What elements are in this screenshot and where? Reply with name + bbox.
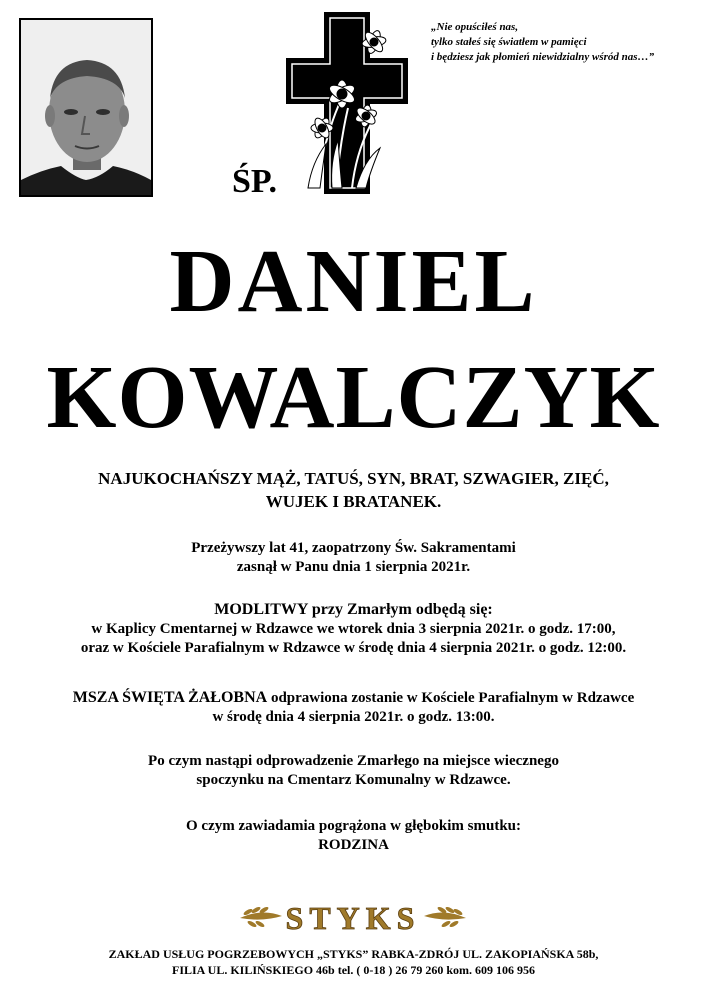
family-line: NAJUKOCHAŃSZY MĄŻ, TATUŚ, SYN, BRAT, SZWAGIER, ZIĘĆ, xyxy=(98,469,609,488)
death-line: zasnął w Panu dnia 1 sierpnia 2021r. xyxy=(236,559,471,575)
family-description xyxy=(0,467,707,513)
portrait-icon xyxy=(21,20,151,195)
mass-line-1 xyxy=(0,688,707,708)
mass-line-rest: odprawiona zostanie w Kościele Parafialnym w Rdzawce xyxy=(267,690,635,706)
signature-family: RODZINA xyxy=(318,837,389,853)
funeral-home-footer xyxy=(0,946,707,978)
portrait-photo xyxy=(19,18,153,197)
mass-notice xyxy=(0,688,707,727)
prayers-heading: MODLITWY przy Zmarłym odbędą się: xyxy=(214,601,493,618)
prayers-notice xyxy=(0,600,707,658)
memorial-quote xyxy=(431,20,654,65)
footer-line: ZAKŁAD USŁUG POGRZEBOWYCH „STYKS” RABKA-ZDRÓJ UL. ZAKOPIAŃSKA 58b, xyxy=(108,947,599,961)
closing-notice xyxy=(0,817,707,855)
footer-line: FILIA UL. KILIŃSKIEGO 46b tel. ( 0-18 ) 26 79 260 kom. 609 106 956 xyxy=(171,963,536,977)
logo-text: STYKS xyxy=(285,900,421,936)
death-notice xyxy=(0,539,707,577)
first-name: DANIEL xyxy=(169,232,538,331)
prayers-line: w Kaplicy Cmentarnej w Rdzawce we wtorek dnia 3 sierpnia 2021r. o godz. 17:00, xyxy=(91,621,616,637)
burial-notice xyxy=(0,752,707,790)
deceased-prefix: ŚP. xyxy=(232,163,278,200)
mass-label: MSZA ŚWIĘTA ŻAŁOBNA xyxy=(72,689,268,706)
family-line: WUJEK I BRATANEK. xyxy=(265,492,442,511)
laurel-icon xyxy=(424,906,466,928)
death-line: Przeżywszy lat 41, zaopatrzony Św. Sakramentami xyxy=(191,540,516,556)
quote-line: i będziesz jak płomień niewidzialny wśród nas…” xyxy=(431,51,655,63)
styks-logo xyxy=(0,898,707,938)
cross-with-lilies-icon xyxy=(286,12,408,194)
burial-line: spoczynku na Cmentarz Komunalny w Rdzawce. xyxy=(196,772,511,788)
burial-line: Po czym nastąpi odprowadzenie Zmarłego na miejsce wiecznego xyxy=(148,753,559,769)
closing-line: O czym zawiadamia pogrążona w głębokim smutku: xyxy=(186,818,521,834)
laurel-icon xyxy=(240,906,282,928)
last-name: KOWALCZYK xyxy=(46,348,661,447)
prayers-line: oraz w Kościele Parafialnym w Rdzawce w środę dnia 4 sierpnia 2021r. o godz. 12:00. xyxy=(80,640,627,656)
quote-line: „Nie opuściłeś nas, xyxy=(431,21,519,33)
mass-line-2: w środę dnia 4 sierpnia 2021r. o godz. 13:00. xyxy=(212,709,495,725)
quote-line: tylko stałeś się światłem w pamięci xyxy=(431,36,587,48)
